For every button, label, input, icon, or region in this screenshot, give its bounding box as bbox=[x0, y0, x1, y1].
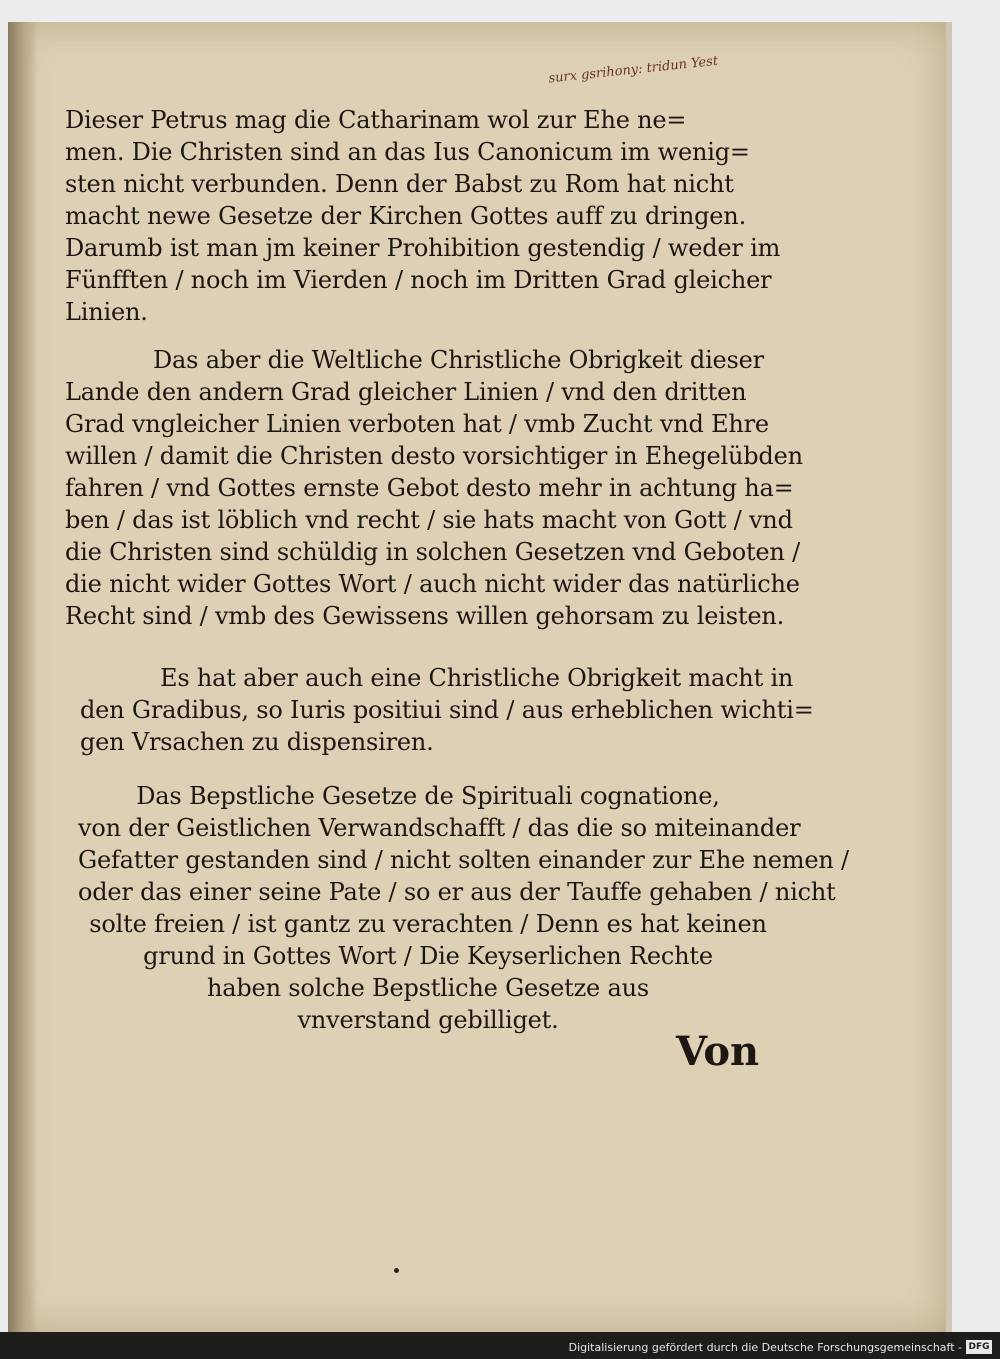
text-line: willen / damit die Christen desto vorsichtiger in Ehegelübden bbox=[65, 442, 803, 470]
text-line: men. Die Christen sind an das Ius Canonicum im wenig= bbox=[65, 138, 750, 166]
text-line: sten nicht verbunden. Denn der Babst zu Rom hat nicht bbox=[65, 170, 734, 198]
text-line: den Gradibus, so Iuris positiui sind / aus erheblichen wichti= bbox=[80, 696, 814, 724]
text-line: fahren / vnd Gottes ernste Gebot desto mehr in achtung ha= bbox=[65, 474, 794, 502]
text-line: Darumb ist man jm keiner Prohibition gestendig / weder im bbox=[65, 234, 781, 262]
page-edge bbox=[946, 22, 952, 1332]
text-line: gen Vrsachen zu dispensiren. bbox=[80, 728, 434, 756]
footer-credit: Digitalisierung gefördert durch die Deutsche Forschungsgemeinschaft - bbox=[568, 1341, 962, 1354]
text-line: Gefatter gestanden sind / nicht solten einander zur Ehe nemen / bbox=[78, 846, 849, 874]
page-gutter-shadow bbox=[8, 22, 38, 1332]
text-line: Dieser Petrus mag die Catharinam wol zur Ehe ne= bbox=[65, 106, 687, 134]
paragraph-2 bbox=[65, 344, 803, 632]
text-line: vnverstand gebilliget. bbox=[297, 1006, 559, 1034]
text-line: solte freien / ist gantz zu verachten / Denn es hat keinen bbox=[89, 910, 767, 938]
ink-dot bbox=[394, 1268, 399, 1273]
text-line: Es hat aber auch eine Christliche Obrigkeit macht in bbox=[160, 664, 794, 692]
catchword: Von bbox=[676, 1028, 760, 1075]
text-line: haben solche Bepstliche Gesetze aus bbox=[207, 974, 649, 1002]
dfg-logo: DFG bbox=[966, 1340, 992, 1354]
text-line: grund in Gottes Wort / Die Keyserlichen Rechte bbox=[143, 942, 713, 970]
text-line: Lande den andern Grad gleicher Linien / vnd den dritten bbox=[65, 378, 747, 406]
text-line: macht newe Gesetze der Kirchen Gottes auff zu dringen. bbox=[65, 202, 746, 230]
text-line: Das Bepstliche Gesetze de Spirituali cognatione, bbox=[136, 782, 720, 810]
text-line: Linien. bbox=[65, 298, 148, 326]
paragraph-1 bbox=[65, 104, 780, 328]
text-line: oder das einer seine Pate / so er aus der Tauffe gehaben / nicht bbox=[78, 878, 836, 906]
text-line: die Christen sind schüldig in solchen Gesetzen vnd Geboten / bbox=[65, 538, 800, 566]
handwritten-annotation: surx gsrihony: tridun Yest bbox=[547, 53, 719, 87]
text-line: von der Geistlichen Verwandschafft / das die so miteinander bbox=[78, 814, 801, 842]
paragraph-3 bbox=[80, 662, 814, 758]
text-line: die nicht wider Gottes Wort / auch nicht wider das natürliche bbox=[65, 570, 800, 598]
text-line: Grad vngleicher Linien verboten hat / vmb Zucht vnd Ehre bbox=[65, 410, 769, 438]
text-line: Das aber die Weltliche Christliche Obrigkeit dieser bbox=[153, 346, 764, 374]
text-line: ben / das ist löblich vnd recht / sie hats macht von Gott / vnd bbox=[65, 506, 793, 534]
text-line: Fünfften / noch im Vierden / noch im Dritten Grad gleicher bbox=[65, 266, 772, 294]
text-line: Recht sind / vmb des Gewissens willen gehorsam zu leisten. bbox=[65, 602, 785, 630]
paragraph-4 bbox=[78, 780, 849, 1036]
